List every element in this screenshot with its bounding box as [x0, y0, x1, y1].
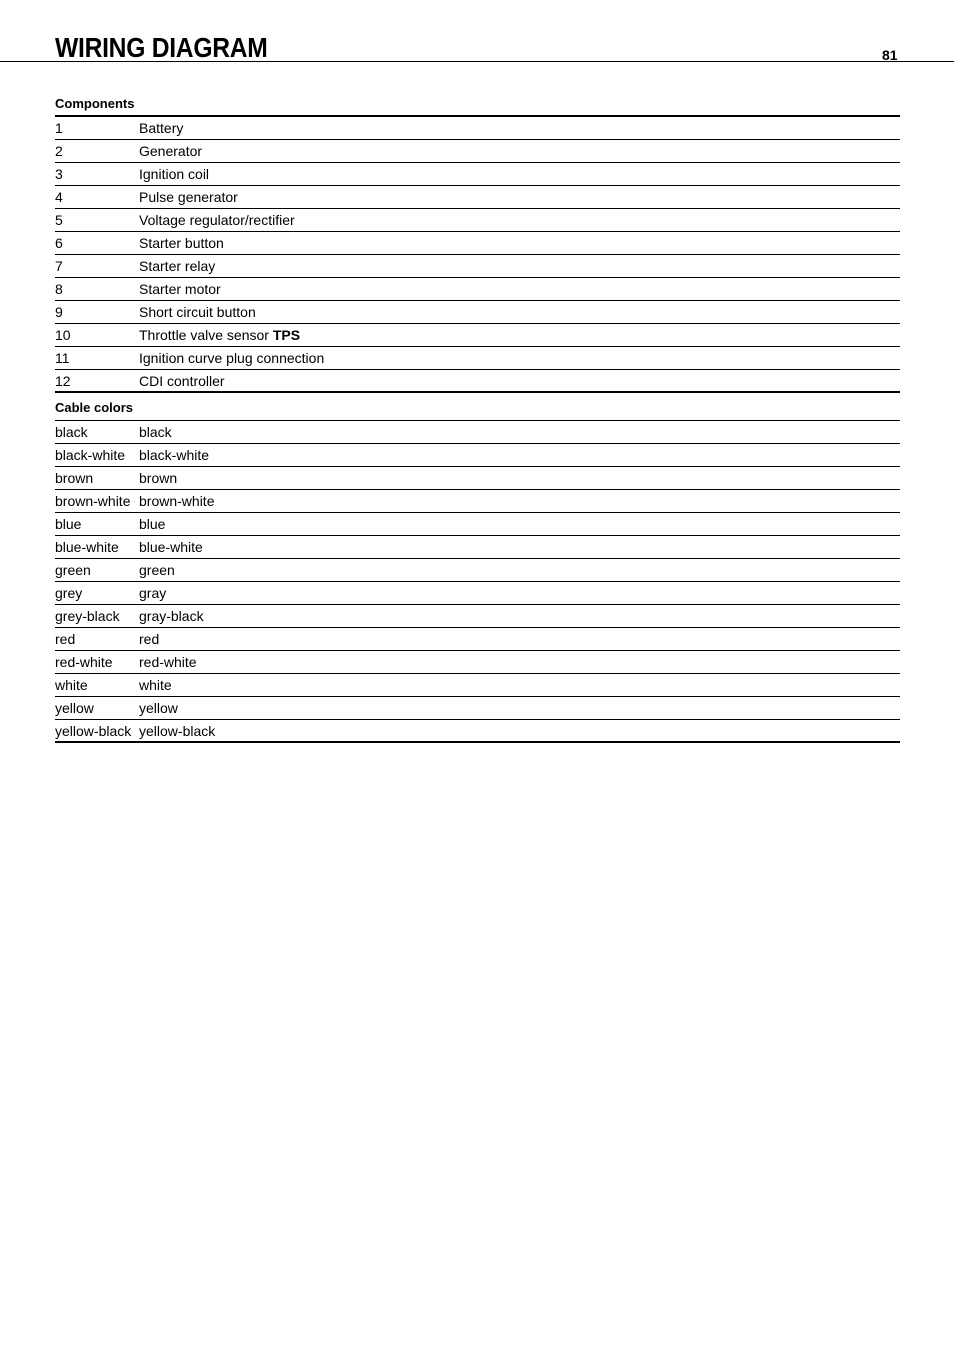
component-label: Voltage regulator/rectifier [139, 212, 295, 228]
cable-code: red [55, 631, 76, 647]
table-row [55, 324, 900, 347]
cable-code: brown-white [55, 493, 131, 509]
component-number: 12 [55, 373, 71, 389]
component-label: Starter button [139, 235, 224, 251]
table-row [55, 117, 900, 140]
table-row [55, 605, 900, 628]
cable-label: white [139, 677, 172, 693]
cable-label: yellow-black [139, 723, 216, 739]
component-number: 9 [55, 304, 63, 320]
table-row [55, 209, 900, 232]
table-row [55, 232, 900, 255]
cable-label: gray [139, 585, 167, 601]
page-title: WIRING DIAGRAM [55, 32, 268, 63]
table-row [55, 301, 900, 324]
component-number: 4 [55, 189, 63, 205]
table-row [55, 628, 900, 651]
cable-colors-table [55, 421, 900, 743]
cable-label: green [139, 562, 175, 578]
cable-label: yellow [139, 700, 178, 716]
cable-code: grey-black [55, 608, 120, 624]
component-label: Starter relay [139, 258, 216, 274]
component-number: 8 [55, 281, 63, 297]
table-row [55, 467, 900, 490]
components-heading: Components [55, 93, 900, 117]
component-label: Starter motor [139, 281, 221, 297]
table-row [55, 720, 900, 743]
cable-code: black-white [55, 447, 126, 463]
component-label: Generator [139, 143, 203, 159]
component-label: CDI controller [139, 373, 225, 389]
component-label: Battery [139, 120, 184, 136]
table-row [55, 278, 900, 301]
document-body [55, 93, 900, 743]
table-row [55, 513, 900, 536]
component-label-abbreviation: TPS [272, 327, 301, 343]
component-number: 2 [55, 143, 63, 159]
cable-code: yellow [55, 700, 94, 716]
table-row [55, 559, 900, 582]
cable-label: blue [139, 516, 166, 532]
table-row [55, 255, 900, 278]
cable-code: white [55, 677, 88, 693]
table-row [55, 370, 900, 393]
cable-label: blue-white [139, 539, 203, 555]
table-row [55, 582, 900, 605]
cable-code: brown [55, 470, 94, 486]
components-table [55, 117, 900, 393]
cable-colors-heading: Cable colors [55, 393, 900, 421]
component-label [139, 324, 900, 346]
table-row [55, 347, 900, 370]
cable-code: blue-white [55, 539, 119, 555]
cable-label: black-white [139, 447, 210, 463]
component-label: Short circuit button [139, 304, 256, 320]
page-header [0, 0, 954, 62]
cable-label: brown-white [139, 493, 215, 509]
cable-code: green [55, 562, 91, 578]
cable-code: blue [55, 516, 82, 532]
component-number: 10 [55, 327, 71, 343]
component-label: Ignition coil [139, 166, 210, 182]
table-row [55, 651, 900, 674]
page-number: 81 [882, 47, 898, 63]
cable-code: grey [55, 585, 83, 601]
cable-code: black [55, 424, 88, 440]
component-label: Ignition curve plug connection [139, 350, 325, 366]
cable-label: black [139, 424, 172, 440]
cable-label: gray-black [139, 608, 204, 624]
component-number: 3 [55, 166, 63, 182]
cable-label: brown [139, 470, 178, 486]
table-row [55, 490, 900, 513]
cable-code: red-white [55, 654, 113, 670]
cable-label: red-white [139, 654, 197, 670]
table-row [55, 536, 900, 559]
table-row [55, 697, 900, 720]
table-row [55, 421, 900, 444]
component-number: 11 [55, 350, 70, 366]
table-row [55, 186, 900, 209]
component-label-text: Throttle valve sensor [139, 327, 273, 343]
table-row [55, 674, 900, 697]
component-number: 6 [55, 235, 63, 251]
cable-code: yellow-black [55, 723, 132, 739]
component-number: 7 [55, 258, 63, 274]
table-row [55, 444, 900, 467]
component-number: 1 [55, 120, 63, 136]
component-number: 5 [55, 212, 63, 228]
component-label: Pulse generator [139, 189, 238, 205]
cable-label: red [139, 631, 160, 647]
table-row [55, 140, 900, 163]
table-row [55, 163, 900, 186]
